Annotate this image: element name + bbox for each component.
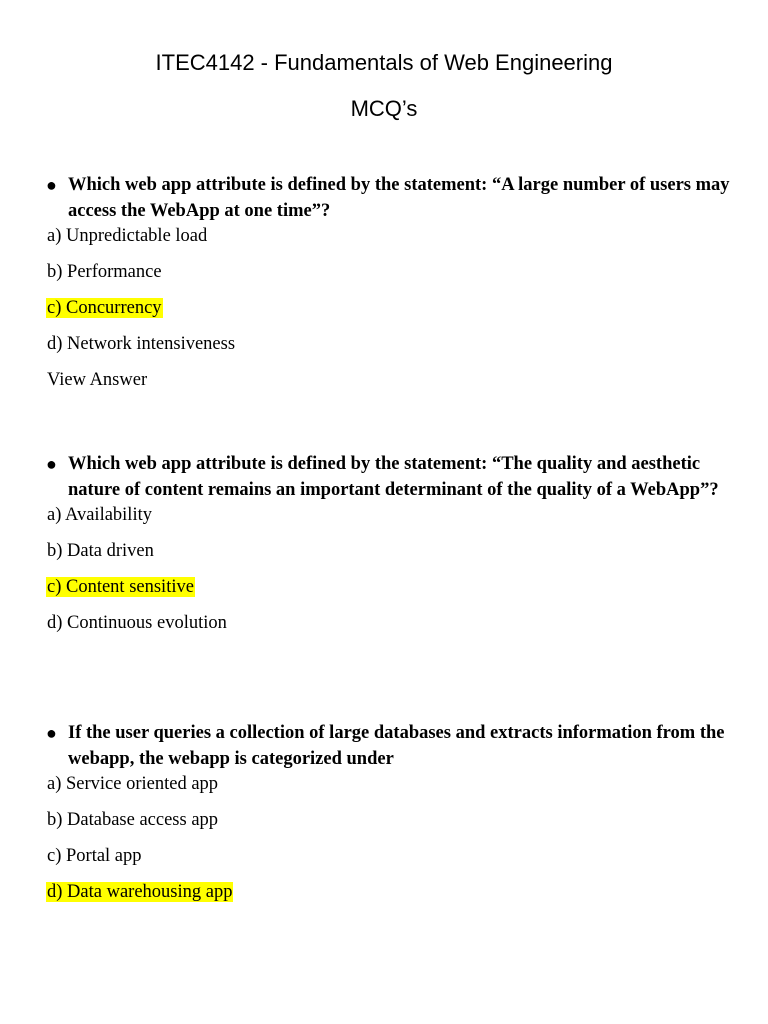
question-text <box>46 720 736 772</box>
option-d-correct <box>46 880 736 904</box>
option-b <box>46 539 736 563</box>
question-1 <box>46 172 736 404</box>
question-3-text: If the user queries a collection of large databases and extracts information from the webapp, the webapp is categorized under <box>68 723 725 769</box>
option-b <box>46 808 736 832</box>
option-label: b) Performance <box>47 262 162 282</box>
option-c-correct <box>46 296 736 320</box>
option-label: b) Database access app <box>47 810 219 830</box>
course-title: ITEC4142 - Fundamentals of Web Engineering <box>155 50 613 75</box>
option-label: c) Portal app <box>47 846 142 866</box>
option-label: b) Data driven <box>47 541 154 561</box>
bullet-icon: ● <box>46 175 57 195</box>
option-c <box>46 844 736 868</box>
option-a <box>46 772 736 796</box>
question-text <box>46 451 736 503</box>
option-d <box>46 611 736 635</box>
option-label: a) Availability <box>47 505 152 525</box>
question-2-text: Which web app attribute is defined by the statement: “The quality and aesthetic nature of content remains an important determinant of the quality of a WebApp”? <box>68 454 719 500</box>
option-a <box>46 224 736 248</box>
question-1-text: Which web app attribute is defined by the statement: “A large number of users may access the WebApp at one time”? <box>68 175 730 221</box>
question-text <box>46 172 736 224</box>
question-2 <box>46 451 736 647</box>
option-label: d) Network intensiveness <box>47 334 236 354</box>
option-a <box>46 503 736 527</box>
option-label: a) Unpredictable load <box>47 226 208 246</box>
view-answer-link[interactable]: View Answer <box>47 370 148 390</box>
option-label-highlighted: c) Content sensitive <box>47 577 194 597</box>
option-label: d) Continuous evolution <box>47 613 227 633</box>
bullet-icon: ● <box>46 454 57 474</box>
bullet-icon: ● <box>46 723 57 743</box>
option-b <box>46 260 736 284</box>
option-label: a) Service oriented app <box>47 774 219 794</box>
option-label-highlighted: c) Concurrency <box>47 298 162 318</box>
option-d <box>46 332 736 356</box>
page-subtitle: MCQ’s <box>350 96 418 121</box>
question-3 <box>46 720 736 916</box>
option-label-highlighted: d) Data warehousing app <box>47 882 233 902</box>
view-answer[interactable] <box>46 368 736 392</box>
option-c-correct <box>46 575 736 599</box>
